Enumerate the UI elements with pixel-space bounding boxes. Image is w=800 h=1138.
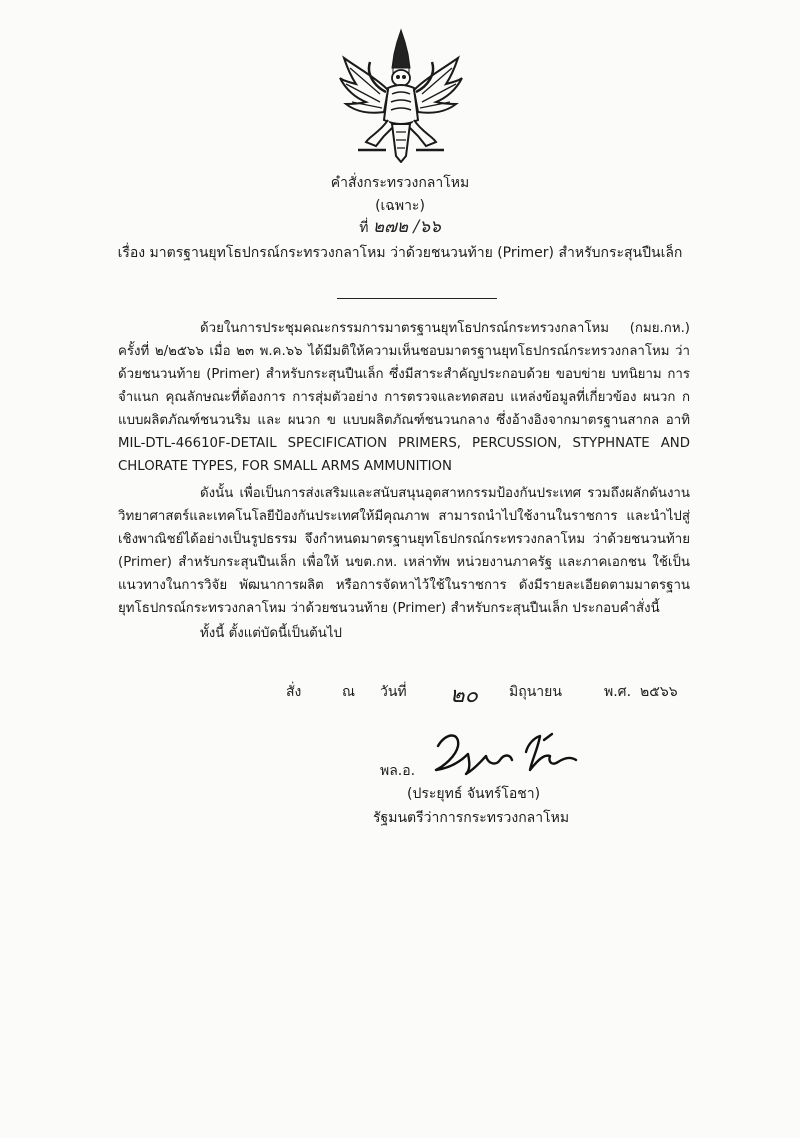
divider-line [337, 298, 497, 299]
day-word: วันที่ [380, 684, 407, 700]
year-value: ๒๕๖๖ [640, 684, 678, 700]
order-date [0, 681, 800, 707]
order-number-prefix: ที่ [359, 220, 369, 236]
at-word: ณ [342, 684, 355, 700]
order-number [0, 218, 800, 237]
day-value: ๒๐ [450, 683, 478, 708]
signer-rank: พล.อ. [380, 763, 416, 779]
body-paragraph-1 [118, 317, 690, 478]
body-paragraph-3 [118, 622, 690, 645]
paragraph-text: ทั้งนี้ ตั้งแต่บัดนี้เป็นต้นไป [200, 626, 342, 641]
era-label: พ.ศ. [604, 684, 632, 700]
garuda-emblem-icon [336, 28, 466, 163]
order-word: สั่ง [286, 684, 302, 700]
issuer-heading: คำสั่งกระทรวงกลาโหม [330, 175, 470, 191]
classification-label: (เฉพาะ) [375, 198, 425, 214]
body-paragraph-2 [118, 482, 690, 620]
signer-title: รัฐมนตรีว่าการกระทรวงกลาโหม [373, 810, 570, 826]
signer-name: (ประยุทธ์ จันทร์โอชา) [407, 786, 541, 802]
paragraph-text: ด้วยในการประชุมคณะกรรมการมาตรฐานยุทโธปกรณ์กระทรวงกลาโหม (กมย.กห.) ครั้งที่ ๒/๒๕๖๖ เมื่อ ๒๓ พ.ค.๖๖ ได้มีมติให้ความเห็นชอบมาตรฐานยุทโธปกรณ์กระทรวงกลาโหม ว่าด้วยชนวนท้าย (Primer) สำหรับกระสุนปืนเล็ก ซึ่งมีสาระสำคัญประกอบด้วย ขอบข่าย บทนิยาม การจำแนก คุณลักษณะที่ต้องการ การสุ่มตัวอย่าง การตรวจและทดสอบ แหล่งข้อมูลที่เกี่ยวข้อง ผนวก ก แบบผลิตภัณฑ์ชนวนริม และ ผนวก ข แบบผลิตภัณฑ์ชนวนกลาง ซึ่งอ้างอิงจากมาตรฐานสากล อาทิ MIL-DTL-46610F-DETAIL SPECIFICATION PRIMERS, PERCUSSION, STYPHNATE AND CHLORATE TYPES, FOR SMALL ARMS AMMUNITION [118, 321, 690, 474]
subject-line: เรื่อง มาตรฐานยุทโธปกรณ์กระทรวงกลาโหม ว่าด้วยชนวนท้าย (Primer) สำหรับกระสุนปืนเล็ก [117, 245, 683, 261]
month-value: มิถุนายน [509, 684, 562, 700]
handwritten-signature [430, 720, 580, 790]
paragraph-text: ดังนั้น เพื่อเป็นการส่งเสริมและสนับสนุนอุตสาหกรรมป้องกันประเทศ รวมถึงผลักดันงานวิทยาศาสตร์และเทคโนโลยีป้องกันประเทศให้มีคุณภาพ สามารถนำไปใช้งานในราชการ และนำไปสู่เชิงพาณิชย์ได้อย่างเป็นรูปธรรม จึงกำหนดมาตรฐานยุทโธปกรณ์กระทรวงกลาโหม ว่าด้วยชนวนท้าย (Primer) สำหรับกระสุนปืนเล็ก เพื่อให้ นขต.กห. เหล่าทัพ หน่วยงานภาครัฐ และภาคเอกชน ใช้เป็นแนวทางในการวิจัย พัฒนาการผลิต หรือการจัดหาไว้ใช้ในราชการ ดังมีรายละเอียดตามมาตรฐานยุทโธปกรณ์กระทรวงกลาโหม ว่าด้วยชนวนท้าย (Primer) สำหรับกระสุนปืนเล็ก ประกอบคำสั่งนี้ [118, 486, 690, 616]
order-number-value: ๒๗๒ /๖๖ [372, 217, 441, 237]
